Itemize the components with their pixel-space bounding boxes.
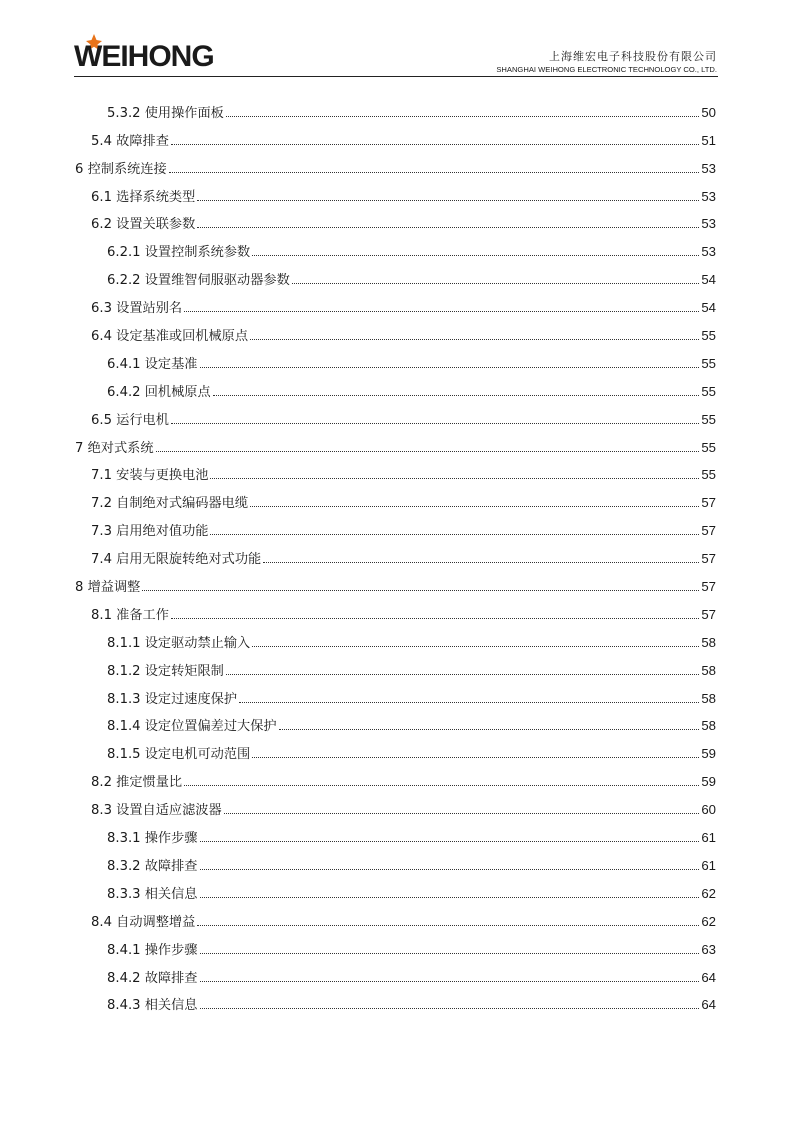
toc-entry-title[interactable]: 6.2 设置关联参数 [91,217,196,233]
toc-entry[interactable] [0,101,793,129]
toc-dot-leader [252,646,699,647]
toc-entry-row [91,328,716,345]
toc-page-number[interactable]: 57 [701,606,716,622]
toc-entry-title[interactable]: 8 增益调整 [75,580,141,596]
toc-entry-title[interactable]: 7 绝对式系统 [75,440,154,456]
toc-page-number[interactable]: 53 [701,244,716,260]
toc-entry-row [107,858,716,875]
toc-entry-row [107,272,716,289]
toc-entry-title[interactable]: 6.3 设置站别名 [91,301,183,317]
toc-entry-row [91,467,716,484]
toc-entry-title[interactable]: 8.2 推定惯量比 [91,775,183,791]
toc-page-number[interactable]: 57 [701,579,716,595]
toc-entry-row [107,997,716,1014]
toc-page-number[interactable]: 55 [701,355,716,371]
company-name-cn: 上海维宏电子科技股份有限公司 [549,50,717,63]
toc-entry[interactable] [0,631,793,659]
logo-text: WEIHONG [74,40,214,68]
toc-entry[interactable] [0,547,793,575]
toc-dot-leader [239,702,699,703]
toc-entry[interactable] [0,185,793,213]
toc-page-number[interactable]: 62 [701,885,716,901]
toc-entry-title[interactable]: 8.1.5 设定电机可动范围 [107,747,251,763]
toc-dot-leader [250,506,699,507]
toc-page-number[interactable]: 61 [701,830,716,846]
toc-entry-row [75,161,716,178]
toc-dot-leader [210,478,699,479]
toc-dot-leader [250,339,699,340]
toc-page-number[interactable]: 55 [701,328,716,344]
toc-page-number[interactable]: 63 [701,941,716,957]
toc-entry-row [91,551,716,568]
toc-page-number[interactable]: 53 [701,216,716,232]
toc-entry[interactable] [0,798,793,826]
toc-entry-row [91,914,716,931]
toc-dot-leader [200,367,700,368]
toc-dot-leader [200,981,700,982]
toc-page-number[interactable]: 55 [701,439,716,455]
toc-entry-title[interactable]: 5.4 故障排查 [91,133,169,149]
toc-entry-title[interactable]: 6.2.2 设置维智伺服驱动器参数 [107,273,290,289]
toc-entry[interactable] [0,519,793,547]
toc-entry-title[interactable]: 6.1 选择系统类型 [91,189,196,205]
toc-entry-row [107,105,716,122]
toc-page-number[interactable]: 59 [701,774,716,790]
toc-entry-title[interactable]: 7.2 自制绝对式编码器电缆 [91,496,249,512]
toc-page-number[interactable]: 64 [701,969,716,985]
toc-dot-leader [200,897,700,898]
toc-dot-leader [142,590,699,591]
toc-entry-title[interactable]: 8.4 自动调整增益 [91,914,196,930]
toc-entry-row [107,691,716,708]
toc-dot-leader [171,144,699,145]
toc-entry-row [91,300,716,317]
toc-page-number[interactable]: 58 [701,662,716,678]
toc-entry[interactable] [0,436,793,464]
toc-entry-row [107,830,716,847]
toc-entry-title[interactable]: 6.4.2 回机械原点 [107,384,211,400]
toc-page-number[interactable]: 53 [701,160,716,176]
toc-entry-row [75,579,716,596]
toc-entry-row [107,635,716,652]
toc-entry[interactable] [0,129,793,157]
toc-dot-leader [224,813,700,814]
toc-dot-leader [197,200,699,201]
toc-entry-title[interactable]: 8.3.1 操作步骤 [107,831,198,847]
toc-entry[interactable] [0,854,793,882]
toc-entry[interactable] [0,994,793,1022]
toc-page-number[interactable]: 59 [701,746,716,762]
toc-entry-title[interactable]: 8.4.1 操作步骤 [107,942,198,958]
toc-entry-row [75,440,716,457]
table-of-contents [0,101,793,1021]
toc-page-number[interactable]: 57 [701,551,716,567]
toc-dot-leader [200,953,700,954]
toc-entry-title[interactable]: 6.5 运行电机 [91,412,169,428]
toc-page-number[interactable]: 64 [701,997,716,1013]
toc-entry-row [91,495,716,512]
toc-dot-leader [213,395,700,396]
toc-dot-leader [252,255,699,256]
toc-entry[interactable] [0,966,793,994]
toc-entry-title[interactable]: 6.4 设定基准或回机械原点 [91,329,249,345]
toc-entry[interactable] [0,826,793,854]
toc-entry[interactable] [0,687,793,715]
toc-entry-title[interactable]: 5.3.2 使用操作面板 [107,105,224,121]
toc-page-number[interactable]: 58 [701,634,716,650]
toc-dot-leader [171,423,699,424]
toc-dot-leader [292,283,700,284]
toc-entry[interactable] [0,240,793,268]
toc-entry-row [91,133,716,150]
weihong-logo [74,34,249,68]
toc-dot-leader [197,227,699,228]
toc-dot-leader [263,562,699,563]
toc-page-number[interactable]: 51 [701,132,716,148]
toc-entry-row [91,216,716,233]
toc-entry-row [107,384,716,401]
toc-dot-leader [226,116,699,117]
toc-entry[interactable] [0,659,793,687]
toc-entry-title[interactable]: 8.1.2 设定转矩限制 [107,663,224,679]
toc-entry-title[interactable]: 6 控制系统连接 [75,161,167,177]
toc-page-number[interactable]: 50 [701,104,716,120]
toc-entry-title[interactable]: 6.4.1 设定基准 [107,356,198,372]
toc-entry-row [107,970,716,987]
toc-entry-row [91,774,716,791]
toc-dot-leader [226,674,699,675]
toc-page-number[interactable]: 55 [701,411,716,427]
toc-entry[interactable] [0,910,793,938]
toc-entry[interactable] [0,575,793,603]
toc-entry-title[interactable]: 8.4.3 相关信息 [107,998,198,1014]
toc-page-number[interactable]: 55 [701,383,716,399]
toc-entry[interactable] [0,715,793,743]
page-header [0,0,793,80]
toc-entry[interactable] [0,296,793,324]
toc-entry[interactable] [0,464,793,492]
toc-page-number[interactable]: 53 [701,188,716,204]
toc-entry[interactable] [0,352,793,380]
toc-entry-row [107,746,716,763]
toc-entry-row [107,663,716,680]
header-divider [74,76,718,77]
toc-page-number[interactable]: 54 [701,272,716,288]
toc-entry[interactable] [0,491,793,519]
toc-entry-title[interactable]: 8.3.3 相关信息 [107,886,198,902]
toc-entry-title[interactable]: 7.1 安装与更换电池 [91,468,209,484]
toc-dot-leader [252,757,699,758]
toc-page-number[interactable]: 54 [701,300,716,316]
toc-entry[interactable] [0,213,793,241]
toc-dot-leader [156,451,700,452]
toc-entry-row [91,189,716,206]
toc-entry-row [91,523,716,540]
toc-dot-leader [200,841,700,842]
toc-entry-row [91,412,716,429]
toc-entry-title[interactable]: 8.4.2 故障排查 [107,970,198,986]
toc-entry-title[interactable]: 8.3 设置自适应滤波器 [91,803,222,819]
toc-page-number[interactable]: 58 [701,690,716,706]
toc-entry[interactable] [0,268,793,296]
toc-entry-title[interactable]: 8.3.2 故障排查 [107,858,198,874]
toc-entry[interactable] [0,157,793,185]
toc-dot-leader [200,1008,700,1009]
toc-page-number[interactable]: 58 [701,718,716,734]
toc-dot-leader [197,925,699,926]
company-name-en: SHANGHAI WEIHONG ELECTRONIC TECHNOLOGY CO., LTD. [496,65,717,74]
toc-entry-row [91,607,716,624]
toc-dot-leader [200,869,700,870]
toc-entry-title[interactable]: 7.4 启用无限旋转绝对式功能 [91,552,262,568]
toc-entry-title[interactable]: 8.1.1 设定驱动禁止输入 [107,635,251,651]
toc-page-number[interactable]: 60 [701,802,716,818]
toc-dot-leader [169,172,700,173]
toc-entry-title[interactable]: 7.3 启用绝对值功能 [91,524,209,540]
toc-entry[interactable] [0,380,793,408]
toc-page-number[interactable]: 61 [701,857,716,873]
toc-page-number[interactable]: 55 [701,467,716,483]
toc-entry[interactable] [0,324,793,352]
toc-entry-row [107,886,716,903]
toc-page-number[interactable]: 57 [701,523,716,539]
toc-dot-leader [184,311,699,312]
toc-entry-title[interactable]: 6.2.1 设置控制系统参数 [107,245,251,261]
toc-page-number[interactable]: 62 [701,913,716,929]
toc-page-number[interactable]: 57 [701,495,716,511]
toc-dot-leader [279,729,700,730]
toc-dot-leader [210,534,699,535]
toc-entry-title[interactable]: 8.1 准备工作 [91,607,169,623]
toc-entry-title[interactable]: 8.1.4 设定位置偏差过大保护 [107,719,277,735]
toc-entry[interactable] [0,603,793,631]
toc-entry[interactable] [0,742,793,770]
toc-entry-row [107,718,716,735]
toc-entry-title[interactable]: 8.1.3 设定过速度保护 [107,691,238,707]
toc-entry-row [107,244,716,261]
toc-entry-row [107,356,716,373]
toc-entry-row [107,942,716,959]
toc-entry[interactable] [0,408,793,436]
toc-entry[interactable] [0,938,793,966]
toc-dot-leader [184,785,699,786]
toc-entry-row [91,802,716,819]
toc-entry[interactable] [0,770,793,798]
toc-dot-leader [171,618,699,619]
toc-entry[interactable] [0,882,793,910]
